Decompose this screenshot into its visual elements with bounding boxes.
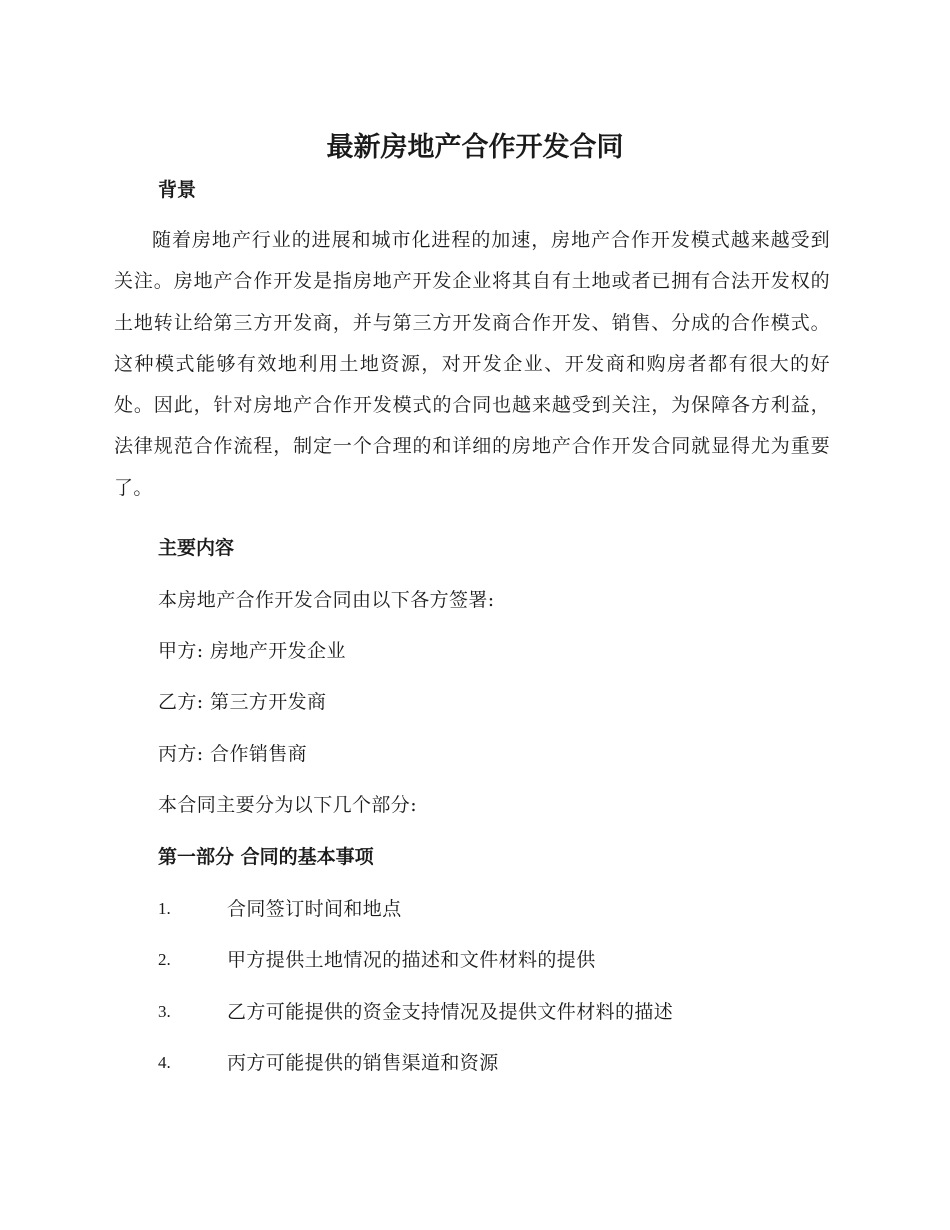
part1-heading: 第一部分 合同的基本事项 [158, 846, 374, 868]
list-item-number: 3. [158, 1002, 171, 1021]
party-a-line: 甲方: 房地产开发企业 [158, 640, 346, 662]
list-item [158, 946, 838, 974]
main-content-heading: 主要内容 [158, 537, 235, 559]
list-item-text: 乙方可能提供的资金支持情况及提供文件材料的描述 [227, 1001, 674, 1023]
sections-intro: 本合同主要分为以下几个部分: [158, 794, 418, 816]
background-paragraph: 随着房地产行业的进展和城市化进程的加速，房地产合作开发模式越来越受到关注。房地产合作开发是指房地产开发企业将其自有土地或者已拥有合法开发权的土地转让给第三方开发商，并与第三方开发商合作开发、销售、分成的合作模式。这种模式能够有效地利用土地资源，对开发企业、开发商和购房者都有很大的好处。因此，针对房地产合作开发模式的合同也越来越受到关注，为保障各方利益，法律规范合作流程，制定一个合理的和详细的房地产合作开发合同就显得尤为重要了。 [114, 229, 830, 499]
background-heading: 背景 [158, 179, 197, 201]
list-item [158, 1049, 838, 1077]
list-item-text: 甲方提供土地情况的描述和文件材料的提供 [227, 949, 596, 971]
list-item [158, 998, 838, 1026]
party-c-line: 丙方: 合作销售商 [158, 743, 308, 765]
list-item-number: 4. [158, 1053, 171, 1072]
list-item-text: 合同签订时间和地点 [227, 898, 402, 920]
list-item [158, 895, 838, 923]
list-item-number: 2. [158, 950, 171, 969]
document-title: 最新房地产合作开发合同 [326, 132, 624, 163]
party-b-line: 乙方: 第三方开发商 [158, 691, 327, 713]
list-item-text: 丙方可能提供的销售渠道和资源 [227, 1052, 499, 1074]
parties-intro: 本房地产合作开发合同由以下各方签署: [158, 589, 495, 611]
list-item-number: 1. [158, 899, 171, 918]
